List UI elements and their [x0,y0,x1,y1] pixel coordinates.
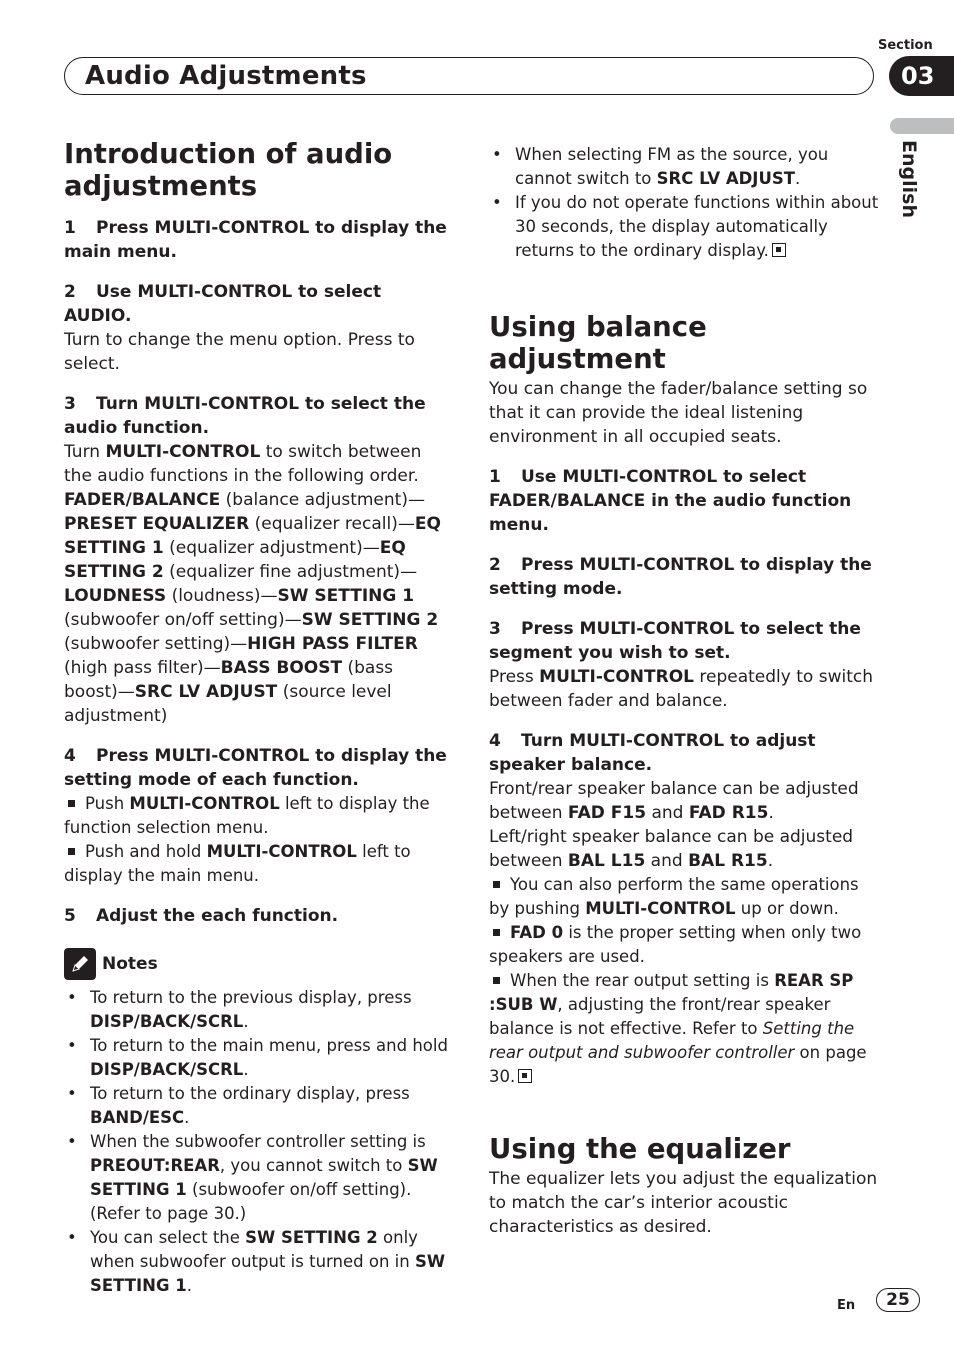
note-item: • You can select the SW SETTING 2 only when subwoofer output is turned on in SW SETTING 1. [67,1228,446,1295]
note-item: • When the subwoofer controller setting is PREOUT:REAR, you cannot switch to SW SETTING 1 (subwoofer on/off setting). (Refer to page 30.) [67,1132,438,1223]
function-name: BASS BOOST [220,658,343,678]
balance-step-4-body-2: Left/right speaker balance can be adjusted between BAL L15 and BAL R15. [489,827,854,871]
equalizer-intro: The equalizer lets you adjust the equalization to match the car’s interior acoustic characteristics as desired. [489,1169,878,1237]
function-description: (bass boost)— [64,658,394,702]
function-description: (subwoofer on/off setting)— [64,610,302,630]
function-name: SW SETTING 1 [277,586,415,606]
square-bullet-icon [68,848,75,855]
step-4: 4 Press MULTI-CONTROL to display the setting mode of each function. [64,746,447,790]
balance-heading: Using balance adjustment [489,311,707,375]
function-description: (balance adjustment)— [220,490,425,510]
step-1: 1 Press MULTI-CONTROL to display the main menu. [64,218,447,262]
function-description: (high pass filter)— [64,658,221,678]
pencil-note-icon [64,948,96,980]
function-name: EQ SETTING 2 [64,538,406,582]
bullet-dot-icon: • [492,145,502,164]
right-column [489,143,879,1239]
function-description: (equalizer adjustment)— [163,538,380,558]
function-description: (subwoofer setting)— [64,634,248,654]
balance-step-1: 1 Use MULTI-CONTROL to select FADER/BALANCE in the audio function menu. [489,467,852,535]
balance-step-4-body-1: Front/rear speaker balance can be adjusted between FAD F15 and FAD R15. [489,779,859,823]
note-item: • To return to the ordinary display, press BAND/ESC. [67,1084,410,1127]
balance-step-2: 2 Press MULTI-CONTROL to display the setting mode. [489,555,872,599]
section-label: Section [878,38,933,53]
section-number-badge: 03 [889,56,954,96]
function-name: HIGH PASS FILTER [247,634,418,654]
bullet-dot-icon: • [67,1036,77,1055]
square-bullet-icon [68,800,75,807]
notes-list [64,986,449,1298]
balance-item: When the rear output setting is REAR SP :SUB W, adjusting the front/rear speaker balance is not effective. Refer to Setting the rear output and subwoofer controller on page 30. [489,971,867,1086]
bullet-dot-icon: • [67,1132,77,1151]
bullet-item: • When selecting FM as the source, you cannot switch to SRC LV ADJUST. [492,145,829,188]
balance-step-4: 4 Turn MULTI-CONTROL to adjust speaker balance. [489,731,816,775]
language-tab [890,118,954,134]
square-bullet-icon [493,977,500,984]
section-header [64,57,874,95]
step-4-item: Push and hold MULTI-CONTROL left to display the main menu. [64,842,411,885]
balance-item: FAD 0 is the proper setting when only two speakers are used. [489,923,862,966]
square-bullet-icon [493,929,500,936]
intro-heading: Introduction of audio adjustments [64,138,393,202]
note-item: • To return to the main menu, press and hold DISP/BACK/SCRL. [67,1036,448,1079]
balance-item: You can also perform the same operations by pushing MULTI-CONTROL up or down. [489,875,859,918]
balance-step-3-body: Press MULTI-CONTROL repeatedly to switch between fader and balance. [489,667,873,711]
section-title: Audio Adjustments [85,61,367,91]
footer-language: En [837,1298,856,1313]
bullet-dot-icon: • [67,1084,77,1103]
function-name: FADER/BALANCE [64,490,221,510]
bullet-dot-icon: • [67,988,77,1007]
function-name: SRC LV ADJUST [134,682,278,702]
notes-header: Notes [64,948,449,980]
page-number: 25 [876,1288,920,1312]
function-name: EQ SETTING 1 [64,514,441,558]
step-2: 2 Use MULTI-CONTROL to select AUDIO. [64,282,382,326]
function-description: (equalizer recall)— [249,514,415,534]
function-name: SW SETTING 2 [301,610,439,630]
step-5: 5 Adjust the each function. [64,906,339,926]
balance-step-3: 3 Press MULTI-CONTROL to select the segment you wish to set. [489,619,861,663]
function-description: (source level adjustment) [64,682,392,726]
end-mark-icon [772,243,786,257]
function-name: LOUDNESS [64,586,167,606]
bullet-dot-icon: • [67,1228,77,1247]
function-description: (equalizer fine adjustment)— [163,562,418,582]
note-item: • To return to the previous display, press DISP/BACK/SCRL. [67,988,412,1031]
bullet-item: • If you do not operate functions within about 30 seconds, the display automatically returns to the ordinary display. [492,193,879,260]
language-label: English [898,140,920,218]
square-bullet-icon [493,881,500,888]
step-3: 3 Turn MULTI-CONTROL to select the audio function. [64,394,426,438]
step-3-intro: Turn MULTI-CONTROL to switch between the audio functions in the following order. [64,442,422,486]
end-mark-icon [518,1069,532,1083]
left-column [64,138,449,1298]
balance-intro: You can change the fader/balance setting so that it can provide the ideal listening environment in all occupied seats. [489,379,868,447]
step-4-item: Push MULTI-CONTROL left to display the function selection menu. [64,794,430,837]
equalizer-heading: Using the equalizer [489,1133,791,1165]
step-2-body: Turn to change the menu option. Press to select. [64,330,415,374]
function-description: (loudness)— [166,586,278,606]
function-order [64,488,449,728]
bullet-dot-icon: • [492,193,502,212]
function-name: PRESET EQUALIZER [64,514,250,534]
